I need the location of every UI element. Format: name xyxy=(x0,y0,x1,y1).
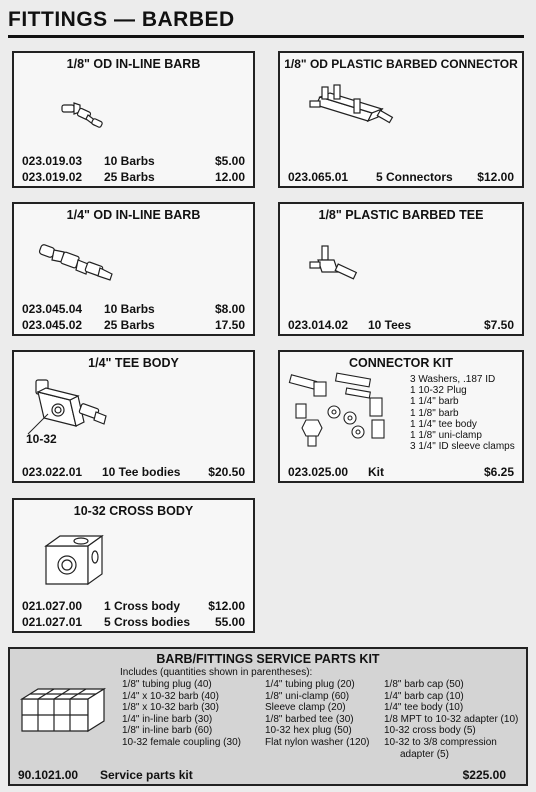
list-item: 1 1/4" barb xyxy=(410,396,459,408)
list-item: 10-32 cross body (5) xyxy=(384,725,476,737)
list-item: 1/8" tubing plug (40) xyxy=(122,679,212,690)
item-desc: 10 Barbs xyxy=(104,154,155,168)
box-title: 1/4" TEE BODY xyxy=(88,356,179,370)
box-title: 1/8" PLASTIC BARBED TEE xyxy=(318,208,484,222)
list-item: 10-32 hex plug (50) xyxy=(265,725,352,737)
item-price: $8.00 xyxy=(214,302,245,316)
list-item: 3 Washers, .187 ID xyxy=(410,374,496,385)
item-desc: 25 Barbs xyxy=(104,170,155,184)
table-row xyxy=(18,767,506,783)
item-desc: 5 Connectors xyxy=(376,170,453,184)
item-price: $7.50 xyxy=(483,318,514,332)
list-item: 1 1/8" barb xyxy=(410,407,459,419)
part-number: 021.027.01 xyxy=(22,615,83,629)
part-number: 023.019.02 xyxy=(22,170,83,184)
page-title: FITTINGS — BARBED xyxy=(8,8,235,31)
product-box-connector-kit xyxy=(278,350,524,483)
item-desc: 5 Cross bodies xyxy=(104,615,191,629)
list-item: 1/8" in-line barb (60) xyxy=(122,725,213,737)
table-row xyxy=(22,464,245,480)
item-price: $12.00 xyxy=(208,599,245,613)
includes-col-1 xyxy=(122,679,241,749)
item-desc: 25 Barbs xyxy=(104,318,155,332)
list-item: 3 1/4" ID sleeve clamps xyxy=(410,441,515,453)
item-desc: Service parts kit xyxy=(100,768,193,782)
list-item: Flat nylon washer (120) xyxy=(265,736,370,748)
box-title: BARB/FITTINGS SERVICE PARTS KIT xyxy=(156,652,380,666)
list-item: 1/8" x 10-32 barb (30) xyxy=(122,702,219,714)
list-item: adapter (5) xyxy=(400,748,449,760)
list-item: 10-32 to 3/8 compression xyxy=(384,736,497,748)
item-desc: 10 Barbs xyxy=(104,302,155,316)
list-item: 1/8" barb cap (50) xyxy=(384,679,464,690)
item-price: $12.00 xyxy=(477,170,514,184)
kit-contents-list xyxy=(410,374,515,452)
list-item: 1/4" tubing plug (20) xyxy=(265,679,355,690)
list-item: 1/8" barbed tee (30) xyxy=(265,713,354,725)
item-price: $6.25 xyxy=(483,465,514,479)
product-box-plastic-barbed-connector xyxy=(278,51,524,188)
part-number: 023.019.03 xyxy=(22,154,83,168)
table-row xyxy=(288,464,514,480)
box-title: 1/8" OD PLASTIC BARBED CONNECTOR xyxy=(284,57,518,71)
product-box-1-8-inline-barb xyxy=(12,51,255,188)
service-parts-kit-box xyxy=(8,647,528,786)
list-item: 1/8" uni-clamp (60) xyxy=(265,690,350,702)
part-number: 023.022.01 xyxy=(22,465,83,479)
item-desc: Kit xyxy=(368,465,384,479)
list-item: 10-32 female coupling (30) xyxy=(122,736,241,748)
table-row xyxy=(22,598,245,614)
thread-callout: 10-32 xyxy=(26,432,57,446)
product-box-1-4-inline-barb xyxy=(12,202,255,336)
list-item: 1 1/8" uni-clamp xyxy=(410,430,482,442)
item-price: 55.00 xyxy=(214,615,245,629)
item-desc: 10 Tee bodies xyxy=(102,465,181,479)
item-desc: 1 Cross body xyxy=(104,599,181,613)
box-title: CONNECTOR KIT xyxy=(349,356,453,370)
box-title: 1/4" OD IN-LINE BARB xyxy=(66,208,201,222)
item-price: $5.00 xyxy=(214,154,245,168)
list-item: 1 10-32 Plug xyxy=(410,385,467,397)
box-title: 1/8" OD IN-LINE BARB xyxy=(66,57,201,71)
item-price: 17.50 xyxy=(214,318,245,332)
list-item: Sleeve clamp (20) xyxy=(265,702,346,714)
list-item: 1/8 MPT to 10-32 adapter (10) xyxy=(384,713,519,725)
part-number: 021.027.00 xyxy=(22,599,83,613)
part-number: 023.065.01 xyxy=(288,170,349,184)
cross-body-illustration xyxy=(42,532,112,588)
item-price: $225.00 xyxy=(462,768,506,782)
list-item: 1/4" in-line barb (30) xyxy=(122,713,213,725)
item-price: 12.00 xyxy=(214,170,245,184)
table-row xyxy=(22,317,245,333)
includes-col-2 xyxy=(265,679,370,749)
item-desc: 10 Tees xyxy=(368,318,412,332)
list-item: 1 1/4" tee body xyxy=(410,418,477,430)
title-rule xyxy=(8,35,524,38)
part-number: 90.1021.00 xyxy=(18,768,79,782)
inline-barb-illustration xyxy=(38,240,118,284)
table-row xyxy=(22,153,245,169)
part-number: 023.025.00 xyxy=(288,465,349,479)
box-title: 10-32 CROSS BODY xyxy=(73,504,194,518)
inline-barb-illustration xyxy=(60,97,110,131)
item-price: $20.50 xyxy=(208,465,245,479)
part-number: 023.045.04 xyxy=(22,302,83,316)
includes-col-3 xyxy=(384,679,518,760)
list-item: 1/4" tee body (10) xyxy=(384,702,464,714)
list-item: 1/4" barb cap (10) xyxy=(384,690,464,702)
parts-tray-illustration xyxy=(18,685,108,735)
barbed-connector-illustration xyxy=(308,83,398,143)
includes-note: Includes (quantities shown in parentheses): xyxy=(120,667,313,678)
product-box-tee-body xyxy=(12,350,255,483)
part-number: 023.045.02 xyxy=(22,318,83,332)
table-row xyxy=(22,614,245,630)
barbed-tee-illustration xyxy=(308,244,368,290)
list-item: 1/4" x 10-32 barb (40) xyxy=(122,690,219,702)
table-row xyxy=(288,317,514,333)
table-row xyxy=(22,169,245,185)
product-box-cross-body xyxy=(12,498,255,633)
product-box-plastic-barbed-tee xyxy=(278,202,524,336)
connector-kit-illustration xyxy=(286,372,408,464)
table-row xyxy=(22,301,245,317)
table-row xyxy=(288,169,514,185)
part-number: 023.014.02 xyxy=(288,318,349,332)
